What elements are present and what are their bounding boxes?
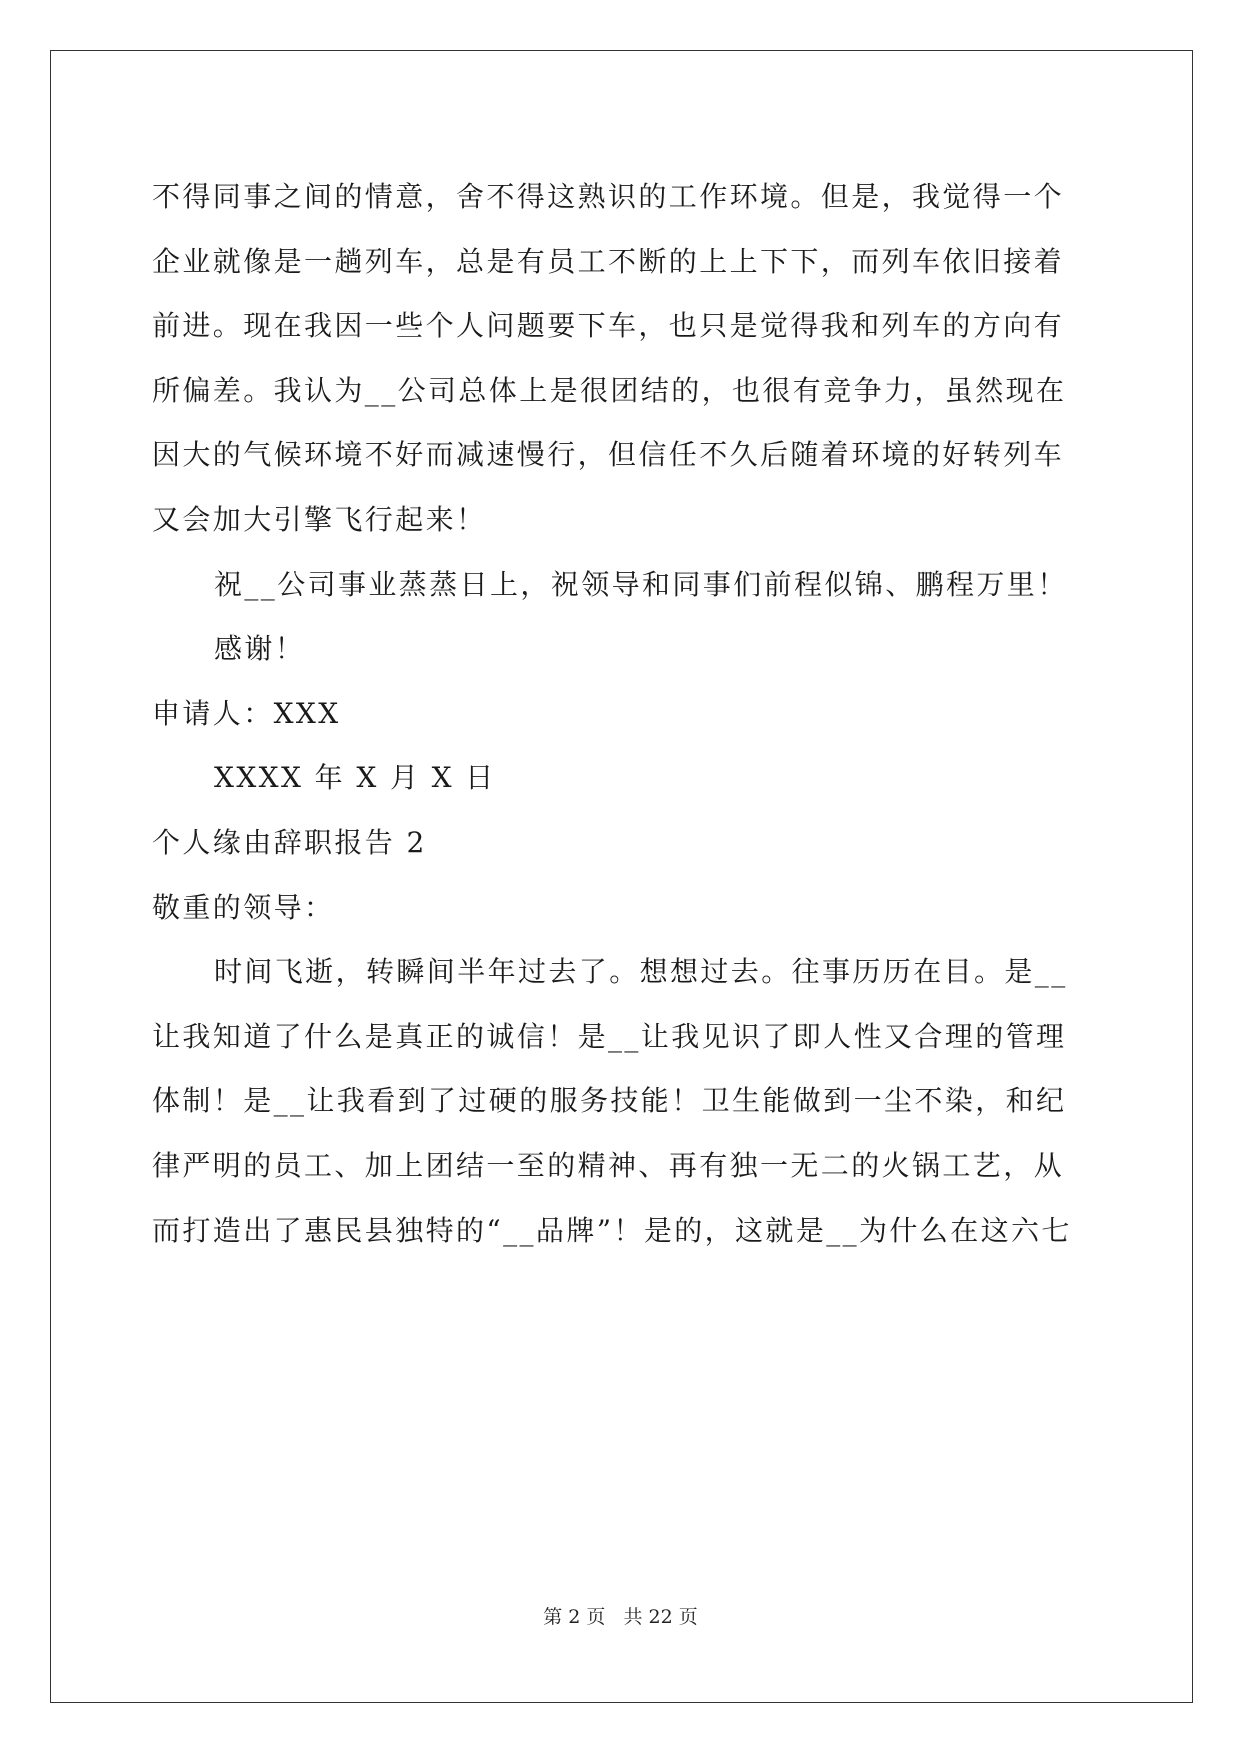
text-line-13: 时间飞逝，转瞬间半年过去了。想想过去。往事历历在目。是__ [214,955,1068,989]
text-line-1: 不得同事之间的情意，舍不得这熟识的工作环境。但是，我觉得一个 [152,180,1065,213]
text-line-15: 体制！是__让我看到了过硬的服务技能！卫生能做到一尘不染，和纪 [152,1084,1067,1118]
salutation-line: 敬重的领导： [152,890,335,924]
document-body [152,165,1092,1263]
blessing-line: 祝__公司事业蒸蒸日上，祝领导和同事们前程似锦、鹏程万里！ [214,567,1068,601]
text-line-4: 所偏差。我认为__公司总体上是很团结的，也很有竞争力，虽然现在 [152,373,1067,407]
text-line-6: 又会加大引擎飞行起来！ [152,502,487,536]
text-line-2: 企业就像是一趟列车，总是有员工不断的上上下下，而列车依旧接着 [152,244,1065,278]
date-line: XXXX 年 X 月 X 日 [214,761,496,795]
thanks-line: 感谢！ [214,632,306,666]
text-line-14: 让我知道了什么是真正的诚信！是__让我见识了即人性又合理的管理 [152,1019,1067,1053]
applicant-line: 申请人：XXX [152,696,341,730]
section-title: 个人缘由辞职报告 2 [152,825,427,859]
text-line-3: 前进。现在我因一些个人问题要下车，也只是觉得我和列车的方向有 [152,309,1065,343]
text-line-17: 而打造出了惠民县独特的“__品牌”！是的，这就是__为什么在这六七 [152,1213,1072,1247]
page-footer [0,1602,1241,1629]
page-total: 共 22 页 [623,1606,698,1628]
text-line-16: 律严明的员工、加上团结一至的精神、再有独一无二的火锅工艺，从 [152,1148,1065,1182]
page-number: 第 2 页 [543,1606,606,1628]
text-line-5: 因大的气候环境不好而减速慢行，但信任不久后随着环境的好转列车 [152,438,1065,472]
